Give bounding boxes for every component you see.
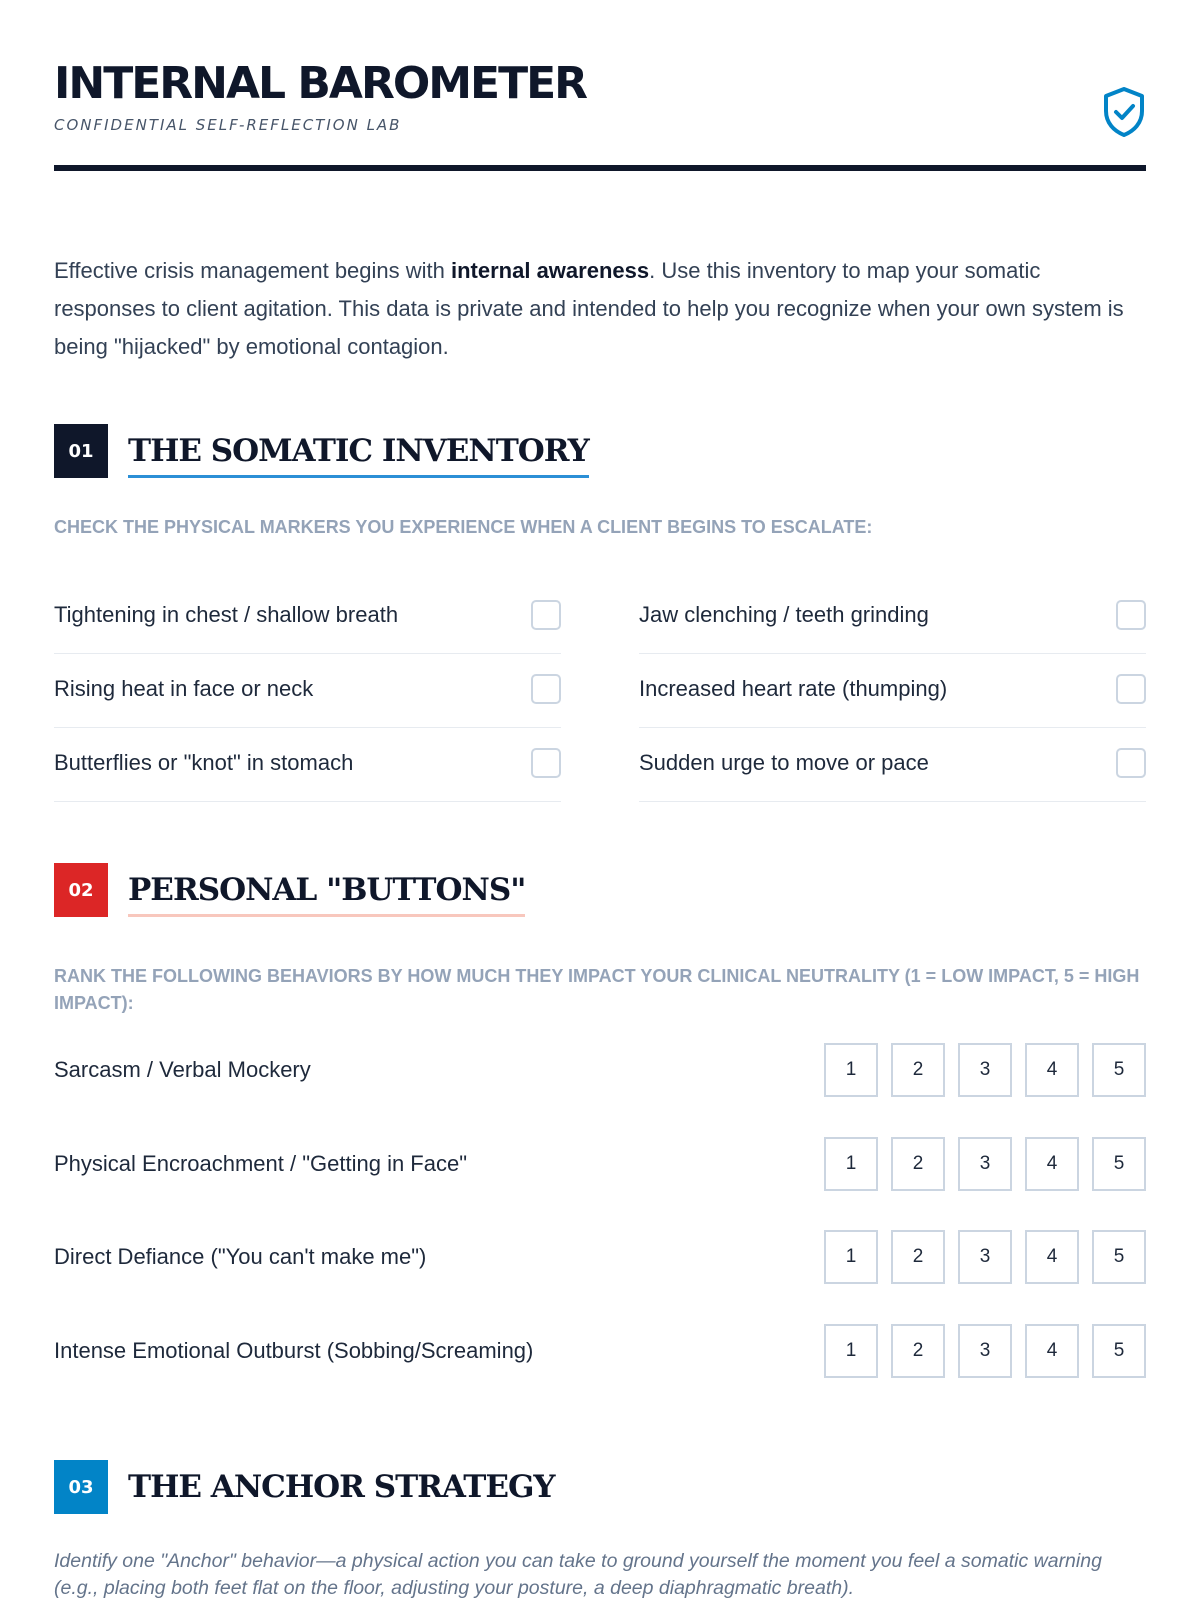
checkbox[interactable]	[531, 748, 561, 778]
section-personal-buttons-header	[54, 863, 525, 917]
checkbox[interactable]	[1116, 600, 1146, 630]
rank-option-4[interactable]: 4	[1025, 1230, 1079, 1284]
rank-option-5[interactable]: 5	[1092, 1324, 1146, 1378]
header-divider	[54, 165, 1146, 171]
checklist-item	[639, 728, 1146, 802]
rank-option-2[interactable]: 2	[891, 1324, 945, 1378]
intro-paragraph	[54, 252, 1146, 366]
rank-option-3[interactable]: 3	[958, 1043, 1012, 1097]
somatic-checklist	[54, 580, 1146, 802]
rank-option-5[interactable]: 5	[1092, 1137, 1146, 1191]
section-somatic-inventory-header	[54, 424, 589, 478]
checklist-item-label: Tightening in chest / shallow breath	[54, 601, 399, 627]
rank-option-2[interactable]: 2	[891, 1137, 945, 1191]
checklist-item-label: Sudden urge to move or pace	[639, 749, 929, 775]
checklist-item	[639, 580, 1146, 654]
section-instruction: CHECK THE PHYSICAL MARKERS YOU EXPERIENCE WHEN A CLIENT BEGINS TO ESCALATE:	[54, 517, 873, 537]
rank-row	[54, 1230, 1146, 1284]
rank-option-2[interactable]: 2	[891, 1043, 945, 1097]
header	[54, 56, 1146, 134]
checklist-item-label: Jaw clenching / teeth grinding	[639, 601, 929, 627]
rank-option-3[interactable]: 3	[958, 1230, 1012, 1284]
rank-scale	[824, 1043, 1146, 1097]
rank-row	[54, 1324, 1146, 1378]
rank-option-4[interactable]: 4	[1025, 1043, 1079, 1097]
checklist-item-label: Rising heat in face or neck	[54, 675, 314, 701]
checkbox[interactable]	[531, 600, 561, 630]
rank-scale	[824, 1324, 1146, 1378]
section-title: THE ANCHOR STRATEGY	[128, 1468, 555, 1505]
rank-row	[54, 1043, 1146, 1097]
rank-scale	[824, 1230, 1146, 1284]
rank-behavior-label: Direct Defiance ("You can't make me")	[54, 1244, 427, 1269]
rank-behavior-label: Physical Encroachment / "Getting in Face"	[54, 1151, 468, 1176]
checklist-item	[54, 654, 561, 728]
rank-option-5[interactable]: 5	[1092, 1230, 1146, 1284]
rank-option-5[interactable]: 5	[1092, 1043, 1146, 1097]
intro-emphasis: internal awareness	[451, 258, 650, 283]
section-number-badge: 03	[54, 1460, 108, 1514]
rank-option-2[interactable]: 2	[891, 1230, 945, 1284]
section-instruction: RANK THE FOLLOWING BEHAVIORS BY HOW MUCH THEY IMPACT YOUR CLINICAL NEUTRALITY (1 = LOW IMPACT, 5 = HIGH IMPACT):	[54, 966, 1140, 1013]
rank-scale	[824, 1137, 1146, 1191]
checkbox[interactable]	[531, 674, 561, 704]
rank-option-1[interactable]: 1	[824, 1324, 878, 1378]
intro-text-end: . Use this inventory to map your somatic responses to client agitation. This data is private and intended to help you recognize when your own system is being "hijacked" by emotional contagion.	[54, 258, 1124, 359]
checklist-item-label: Butterflies or "knot" in stomach	[54, 749, 354, 775]
section-number-badge: 02	[54, 863, 108, 917]
rank-behavior-label: Intense Emotional Outburst (Sobbing/Screaming)	[54, 1338, 534, 1363]
section-title: THE SOMATIC INVENTORY	[128, 433, 589, 478]
rank-behavior-label: Sarcasm / Verbal Mockery	[54, 1057, 311, 1082]
rank-option-3[interactable]: 3	[958, 1324, 1012, 1378]
rank-option-4[interactable]: 4	[1025, 1324, 1079, 1378]
rank-row	[54, 1137, 1146, 1191]
checklist-item-label: Increased heart rate (thumping)	[639, 675, 948, 701]
checkbox[interactable]	[1116, 674, 1146, 704]
checklist-item	[639, 654, 1146, 728]
checklist-item	[54, 728, 561, 802]
intro-text-start: Effective crisis management begins with	[54, 258, 451, 283]
rank-option-1[interactable]: 1	[824, 1230, 878, 1284]
anchor-instruction: Identify one "Anchor" behavior—a physical action you can take to ground yourself the moment you feel a somatic warning (e.g., placing both feet flat on the floor, adjusting your posture, a deep diaphragmatic breath).	[54, 1550, 1102, 1599]
checkbox[interactable]	[1116, 748, 1146, 778]
page-subtitle: CONFIDENTIAL SELF-REFLECTION LAB	[54, 116, 402, 134]
section-anchor-strategy-header	[54, 1460, 555, 1514]
rank-option-1[interactable]: 1	[824, 1043, 878, 1097]
page-title: INTERNAL BAROMETER	[54, 58, 587, 109]
section-number-badge: 01	[54, 424, 108, 478]
rank-option-4[interactable]: 4	[1025, 1137, 1079, 1191]
rank-option-1[interactable]: 1	[824, 1137, 878, 1191]
section-title: PERSONAL "BUTTONS"	[128, 872, 525, 917]
checklist-item	[54, 580, 561, 654]
rank-option-3[interactable]: 3	[958, 1137, 1012, 1191]
shield-check-icon	[1102, 86, 1146, 138]
